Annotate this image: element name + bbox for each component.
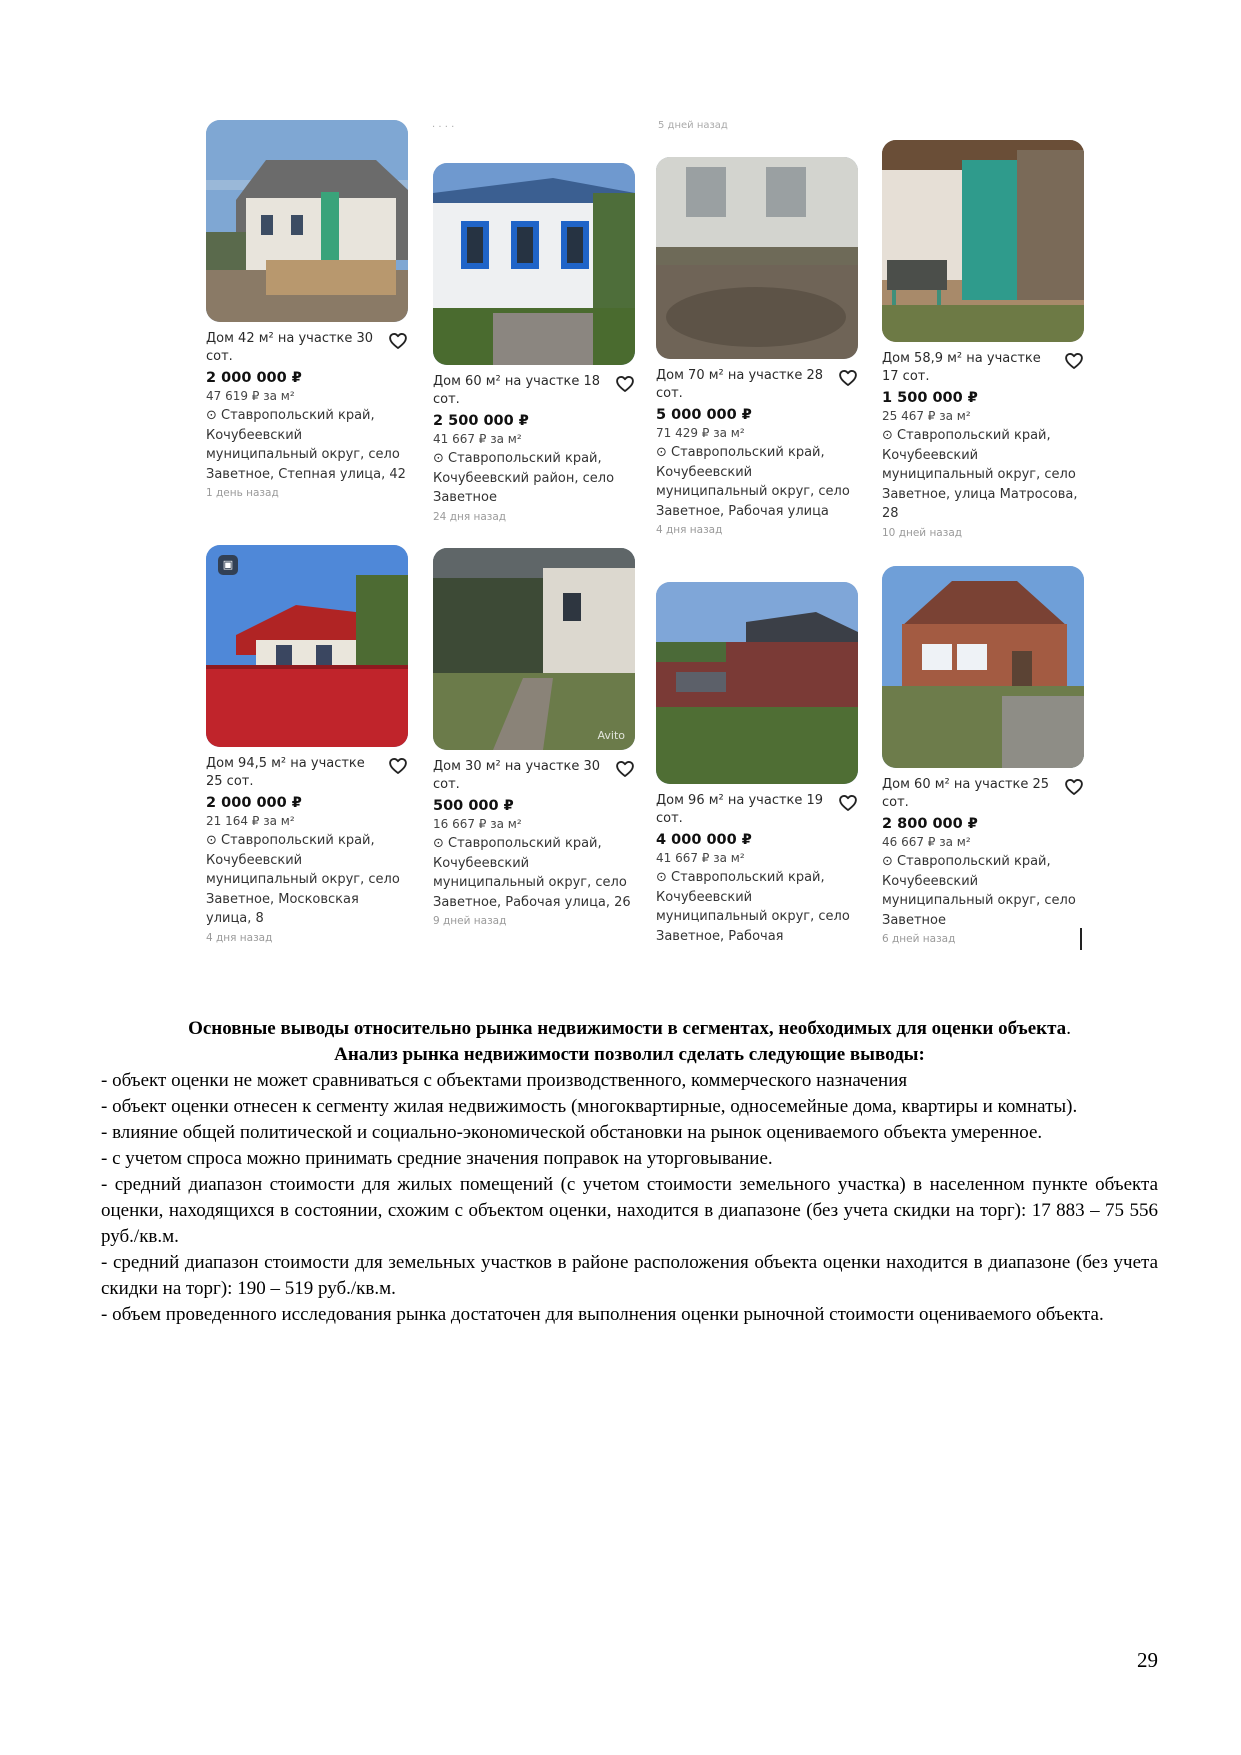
- report-point: - влияние общей политической и социально-экономической обстановки на рынок оцениваемого объекта умеренное.: [101, 1122, 1043, 1143]
- listing-date: 4 дня назад: [206, 931, 273, 944]
- listing-title[interactable]: Дом 70 м² на участке 28 сот.: [656, 368, 824, 401]
- report-point: - объект оценки не может сравниваться с объектами производственного, коммерческого назначения: [101, 1070, 908, 1091]
- listing-date: 10 дней назад: [882, 526, 963, 539]
- watermark: Avito: [597, 729, 625, 742]
- listing-date: 4 дня назад: [656, 524, 723, 536]
- listing-price: 2 000 000 ₽: [206, 370, 302, 386]
- report-point: - с учетом спроса можно принимать средние значения поправок на уторговывание.: [101, 1148, 773, 1169]
- listing-title[interactable]: Дом 96 м² на участке 19 сот.: [656, 793, 824, 826]
- listing-address: ⊙ Ставропольский край, Кочубеевский муниципальный округ, село Заветное, Московская улица, 8: [206, 833, 400, 926]
- listing-price: 500 000 ₽: [433, 798, 514, 814]
- listing-date: 6 дней назад: [882, 933, 956, 945]
- listing-address: ⊙ Ставропольский край, Кочубеевский муниципальный округ, село Заветное, Степная улица, 42: [206, 408, 406, 482]
- listing-date: 1 день назад: [206, 487, 279, 499]
- listing-address: ⊙ Ставропольский край, Кочубеевский район, село Заветное: [433, 451, 615, 505]
- listing-address: ⊙ Ставропольский край, Кочубеевский муниципальный округ, село Заветное, Рабочая: [656, 870, 850, 944]
- report-point: - объект оценки отнесен к сегменту жилая недвижимость (многоквартирные, односемейные дома, квартиры и комнаты).: [101, 1096, 1078, 1117]
- listing-photo[interactable]: [656, 582, 858, 784]
- listing-photo[interactable]: [433, 548, 635, 750]
- listing-title[interactable]: Дом 42 м² на участке 30 сот.: [206, 331, 374, 364]
- listing-photo[interactable]: [206, 120, 408, 322]
- listing-photo[interactable]: [882, 566, 1084, 768]
- price-per-m2: 41 667 ₽ за м²: [433, 432, 522, 446]
- heart-icon[interactable]: [615, 374, 635, 394]
- listing-card[interactable]: [206, 545, 408, 946]
- report-subheading: Анализ рынка недвижимости позволил сделать следующие выводы:: [334, 1044, 925, 1065]
- price-per-m2: 71 429 ₽ за м²: [656, 426, 745, 440]
- listing-card[interactable]: [433, 163, 635, 525]
- listing-date: 24 дня назад: [433, 510, 507, 523]
- listing-address: ⊙ Ставропольский край, Кочубеевский муниципальный округ, село Заветное, Рабочая улица: [656, 445, 850, 519]
- cutoff-text: · · · ·: [432, 122, 455, 133]
- price-per-m2: 46 667 ₽ за м²: [882, 835, 971, 849]
- scrollbar: [1080, 928, 1082, 950]
- listing-price: 4 000 000 ₽: [656, 832, 752, 848]
- listing-photo[interactable]: [882, 140, 1084, 342]
- heart-icon[interactable]: [615, 759, 635, 779]
- price-per-m2: 25 467 ₽ за м²: [882, 409, 971, 423]
- listing-date: 9 дней назад: [433, 915, 507, 927]
- price-per-m2: 21 164 ₽ за м²: [206, 814, 295, 828]
- listing-title[interactable]: Дом 60 м² на участке 25 сот.: [882, 777, 1050, 810]
- listing-title[interactable]: Дом 30 м² на участке 30 сот.: [433, 759, 601, 792]
- listing-price: 1 500 000 ₽: [882, 390, 978, 406]
- price-per-m2: 41 667 ₽ за м²: [656, 851, 745, 865]
- listing-title[interactable]: Дом 58,9 м² на участке 17 сот.: [882, 351, 1041, 384]
- report-section: [101, 1016, 1158, 1328]
- heart-icon[interactable]: [838, 368, 858, 388]
- listing-card[interactable]: [433, 548, 635, 929]
- price-per-m2: 16 667 ₽ за м²: [433, 817, 522, 831]
- report-heading: Основные выводы относительно рынка недвижимости в сегментах, необходимых для оценки объекта.: [188, 1018, 1071, 1039]
- listing-address: ⊙ Ставропольский край, Кочубеевский муниципальный округ, село Заветное, улица Матросова, 28: [882, 428, 1078, 521]
- heart-icon[interactable]: [838, 793, 858, 813]
- listing-price: 2 800 000 ₽: [882, 816, 978, 832]
- page-number: 29: [1137, 1648, 1158, 1672]
- listing-card[interactable]: [882, 566, 1084, 947]
- listing-price: 2 500 000 ₽: [433, 413, 529, 429]
- listing-card[interactable]: [206, 120, 408, 501]
- listing-photo[interactable]: [656, 157, 858, 359]
- report-point: - средний диапазон стоимости для жилых помещений (с учетом стоимости земельного участка) в населенном пункте объекта оценки, находящихся в состоянии, схожим с объектом оценки, находится в диапазоне (без учета скидки на торг): 17 883 – 75 556 руб./кв.м.: [101, 1174, 1158, 1247]
- heart-icon[interactable]: [388, 331, 408, 351]
- cutoff-text: 5 дней назад: [658, 120, 728, 131]
- listing-card[interactable]: [882, 140, 1084, 541]
- price-per-m2: 47 619 ₽ за м²: [206, 389, 295, 403]
- listing-price: 2 000 000 ₽: [206, 795, 302, 811]
- listing-card[interactable]: [656, 582, 858, 946]
- listing-title[interactable]: Дом 94,5 м² на участке 25 сот.: [206, 756, 365, 789]
- listing-title[interactable]: Дом 60 м² на участке 18 сот.: [433, 374, 601, 407]
- heart-icon[interactable]: [1064, 777, 1084, 797]
- heart-icon[interactable]: [1064, 351, 1084, 371]
- listing-photo[interactable]: [206, 545, 408, 747]
- heart-icon[interactable]: [388, 756, 408, 776]
- gallery-icon: ▣: [218, 555, 238, 575]
- listing-address: ⊙ Ставропольский край, Кочубеевский муниципальный округ, село Заветное: [882, 854, 1076, 928]
- report-point: - объем проведенного исследования рынка достаточен для выполнения оценки рыночной стоимости оцениваемого объекта.: [101, 1304, 1104, 1325]
- listing-address: ⊙ Ставропольский край, Кочубеевский муниципальный округ, село Заветное, Рабочая улица, 26: [433, 836, 631, 910]
- report-point: - средний диапазон стоимости для земельных участков в районе расположения объекта оценки находится в диапазоне (без учета скидки на торг): 190 – 519 руб./кв.м.: [101, 1252, 1158, 1299]
- listing-photo[interactable]: [433, 163, 635, 365]
- listing-price: 5 000 000 ₽: [656, 407, 752, 423]
- listing-card[interactable]: [656, 157, 858, 538]
